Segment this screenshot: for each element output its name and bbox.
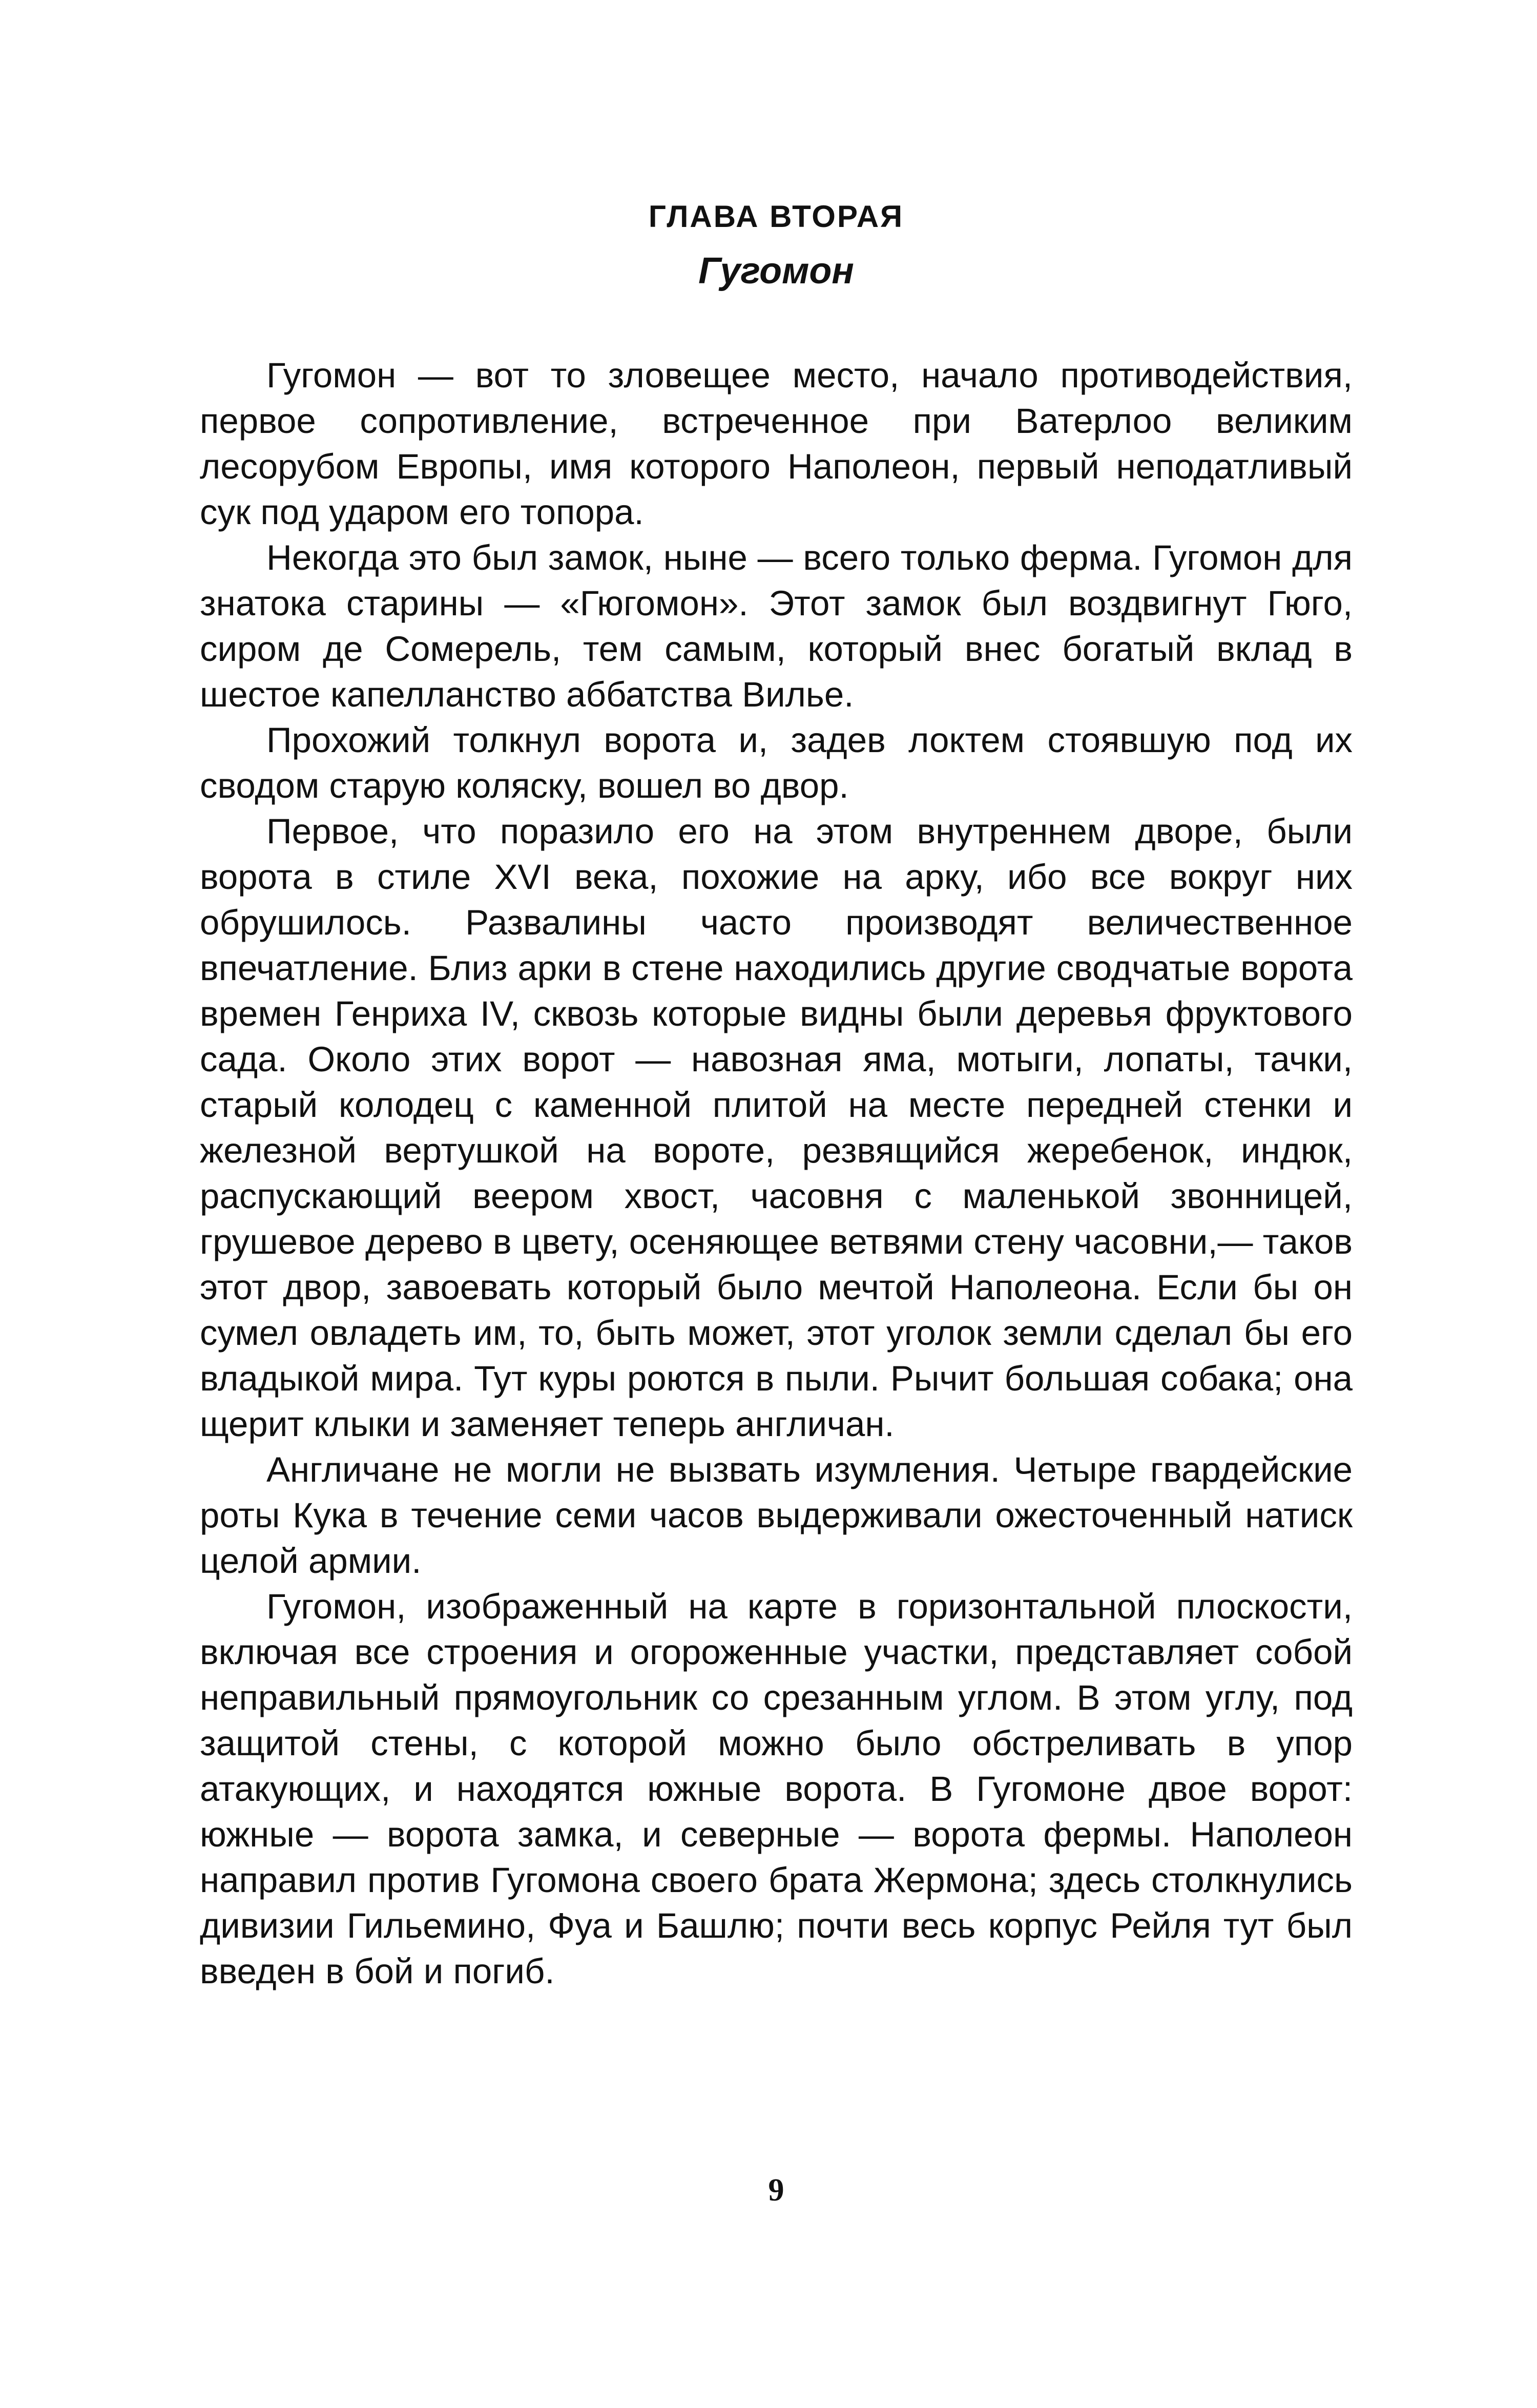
paragraph: Первое, что поразило его на этом внутреннем дворе, были ворота в стиле XVI века, похожие на арку, ибо все вокруг них обрушилось. Развалины часто производят величественное впечатление. Близ арки в стене находились другие сводчатые ворота времен Генриха IV, сквозь которые видны были деревья фруктового сада. Около этих ворот — навозная яма, мотыги, лопаты, тачки, старый колодец с каменной плитой на месте передней стенки и железной вертушкой на вороте, резвящийся жеребенок, индюк, распускающий веером хвост, часовня с маленькой звонницей, грушевое дерево в цвету, осеняющее ветвями стену часовни,— таков этот двор, завоевать который было мечтой Наполеона. Если бы он сумел овладеть им, то, быть может, этот уголок земли сделал бы его владыкой мира. Тут куры роются в пыли. Рычит большая собака; она щерит клыки и заменяет теперь англичан. — [200, 812, 1353, 1444]
paragraph: Некогда это был замок, ныне — всего только ферма. Гугомон для знатока старины — «Гюгомон». Этот замок был воздвигнут Гюго, сиром де Сомерель, тем самым, который внес богатый вклад в шестое капелланство аббатства Вилье. — [200, 538, 1353, 714]
chapter-title: Гугомон — [698, 251, 854, 292]
paragraph: Англичане не могли не вызвать изумления. Четыре гвардейские роты Кука в течение семи часов выдерживали ожесточенный натиск целой армии. — [200, 1450, 1353, 1581]
body-text — [200, 352, 1353, 1994]
chapter-heading: ГЛАВА ВТОРАЯ — [648, 199, 904, 234]
paragraph: Прохожий толкнул ворота и, задев локтем стоявшую под их сводом старую коляску, вошел во двор. — [200, 720, 1353, 805]
paragraph: Гугомон — вот то зловещее место, начало противодействия, первое сопротивление, встреченное при Ватерлоо великим лесорубом Европы, имя которого Наполеон, первый неподатливый сук под ударом его топора. — [200, 356, 1353, 532]
paragraph: Гугомон, изображенный на карте в горизонтальной плоскости, включая все строения и огороженные участки, представляет собой неправильный прямоугольник со срезанным углом. В этом углу, под защитой стены, с которой можно было обстреливать в упор атакующих, и находятся южные ворота. В Гугомоне двое ворот: южные — ворота замка, и северные — ворота фермы. Наполеон направил против Гугомона своего брата Жермона; здесь столкнулись дивизии Гильемино, Фуа и Башлю; почти весь корпус Рейля тут был введен в бой и погиб. — [200, 1587, 1353, 1991]
book-page — [200, 0, 1353, 2408]
page-number: 9 — [768, 2173, 784, 2208]
